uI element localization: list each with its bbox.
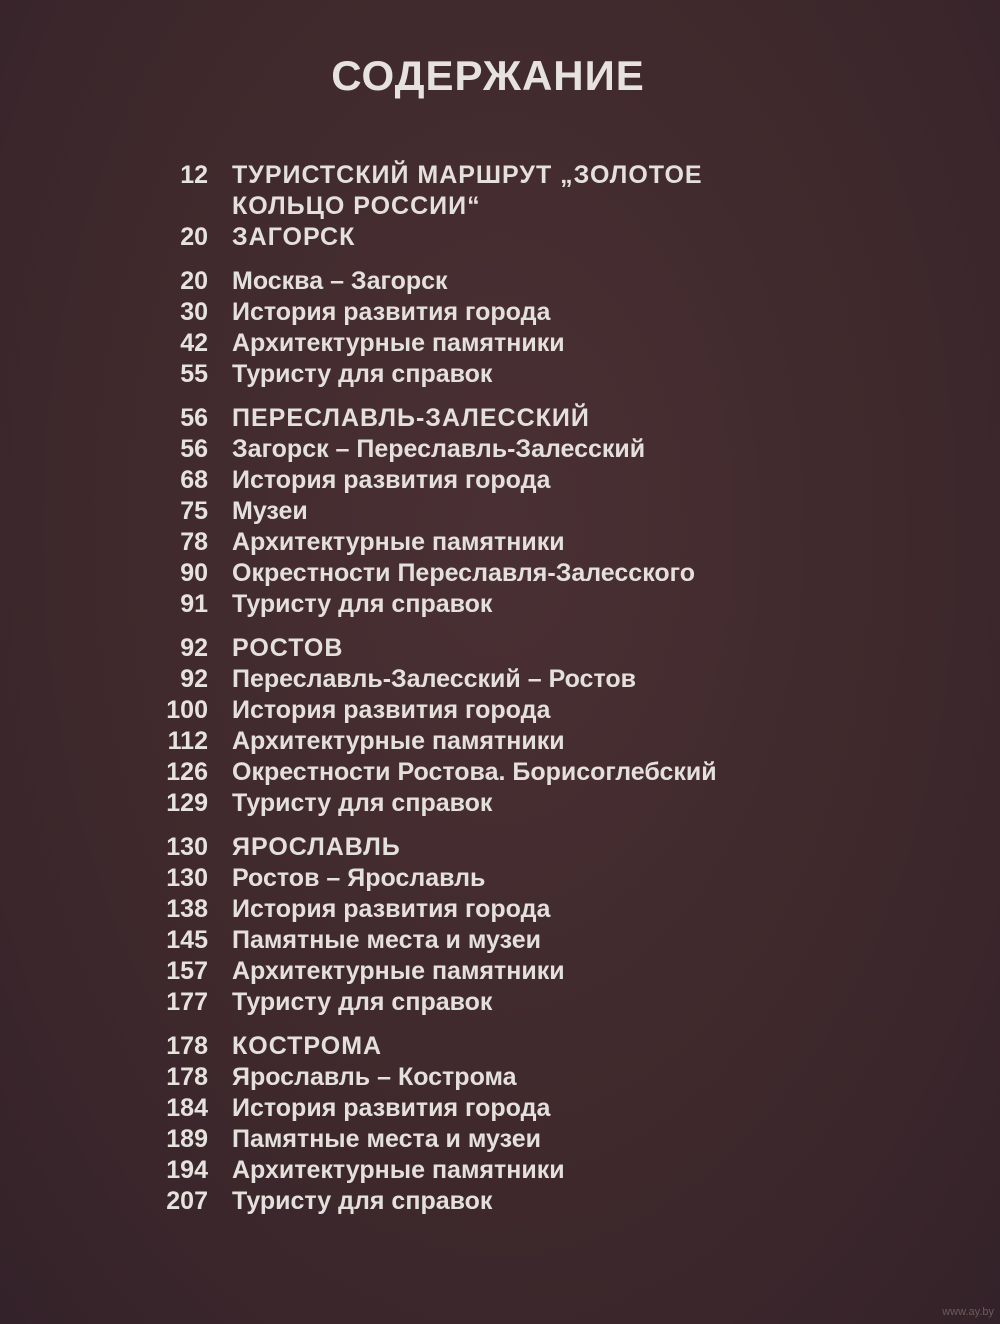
toc-page-number: 178: [166, 1063, 208, 1091]
toc-page-number: 56: [180, 435, 208, 463]
toc-page-number: 184: [166, 1094, 208, 1122]
toc-section: [150, 1031, 970, 1217]
toc-heading-label: ТУРИСТСКИЙ МАРШРУТ „ЗОЛОТОЕ КОЛЬЦО РОССИИ“: [232, 161, 703, 220]
toc-page-number: 178: [166, 1032, 208, 1060]
toc-entry-label: Туристу для справок: [232, 360, 493, 388]
toc-page-number: 55: [180, 360, 208, 388]
toc-section: [150, 633, 970, 819]
toc-page-number: 207: [166, 1187, 208, 1215]
toc-page-number: 56: [180, 404, 208, 432]
toc-heading-entry: [150, 832, 970, 863]
toc-heading-entry: [150, 160, 970, 222]
toc-page-number: 145: [166, 926, 208, 954]
toc-entry: [150, 434, 970, 465]
toc-entry: [150, 925, 970, 956]
toc-entry-label: История развития города: [232, 1094, 551, 1122]
toc-entry-label: Ярославль – Кострома: [232, 1063, 517, 1091]
toc-entry: [150, 359, 970, 390]
toc-page-number: 130: [166, 833, 208, 861]
toc-entry: [150, 788, 970, 819]
toc-entry-label: Окрестности Переславля-Залесского: [232, 559, 696, 587]
toc-page-number: 92: [180, 665, 208, 693]
table-of-contents: [150, 160, 970, 1230]
toc-entry-label: Туристу для справок: [232, 789, 493, 817]
toc-entry: [150, 1093, 970, 1124]
toc-page-number: 20: [180, 267, 208, 295]
toc-entry: [150, 297, 970, 328]
toc-heading-entry: [150, 403, 970, 434]
toc-entry: [150, 1186, 970, 1217]
toc-entry-label: Туристу для справок: [232, 1187, 493, 1215]
toc-entry: [150, 1062, 970, 1093]
toc-entry: [150, 1124, 970, 1155]
toc-entry: [150, 894, 970, 925]
toc-entry-label: Переславль-Залесский – Ростов: [232, 665, 637, 693]
toc-entry: [150, 695, 970, 726]
toc-heading-entry: [150, 1031, 970, 1062]
toc-page-number: 157: [166, 957, 208, 985]
toc-page-number: 68: [180, 466, 208, 494]
toc-section: [150, 403, 970, 620]
toc-entry-label: Архитектурные памятники: [232, 957, 565, 985]
toc-page-number: 138: [166, 895, 208, 923]
toc-page-number: 100: [166, 696, 208, 724]
toc-page-number: 90: [180, 559, 208, 587]
toc-heading-entry: [150, 633, 970, 664]
toc-entry-label: История развития города: [232, 696, 551, 724]
page-title: СОДЕРЖАНИЕ: [331, 52, 645, 99]
toc-entry: [150, 863, 970, 894]
toc-page-number: 78: [180, 528, 208, 556]
toc-entry-label: Архитектурные памятники: [232, 329, 565, 357]
toc-entry: [150, 1155, 970, 1186]
toc-entry-label: Памятные места и музеи: [232, 1125, 541, 1153]
toc-page-number: 30: [180, 298, 208, 326]
toc-entry-label: Окрестности Ростова. Борисоглебский: [232, 758, 717, 786]
toc-heading-label: ЗАГОРСК: [232, 223, 356, 251]
toc-heading-label: ЯРОСЛАВЛЬ: [232, 833, 401, 861]
toc-entry: [150, 589, 970, 620]
toc-page-number: 12: [180, 161, 208, 189]
toc-entry-label: Архитектурные памятники: [232, 727, 565, 755]
toc-page-number: 126: [166, 758, 208, 786]
toc-entry: [150, 558, 970, 589]
toc-heading-label: ПЕРЕСЛАВЛЬ-ЗАЛЕССКИЙ: [232, 404, 590, 432]
toc-entry: [150, 527, 970, 558]
toc-page-number: 194: [166, 1156, 208, 1184]
toc-entry: [150, 496, 970, 527]
toc-entry: [150, 328, 970, 359]
toc-section: [150, 832, 970, 1018]
toc-page-number: 129: [166, 789, 208, 817]
toc-entry: [150, 465, 970, 496]
toc-entry-label: История развития города: [232, 298, 551, 326]
toc-entry: [150, 726, 970, 757]
toc-entry-label: Москва – Загорск: [232, 267, 448, 295]
watermark: www.ay.by: [942, 1306, 994, 1318]
toc-page-number: 91: [180, 590, 208, 618]
toc-entry: [150, 664, 970, 695]
toc-page-number: 177: [166, 988, 208, 1016]
toc-entry-label: Музеи: [232, 497, 308, 525]
toc-section: [150, 160, 970, 253]
toc-entry-label: Ростов – Ярославль: [232, 864, 486, 892]
toc-entry-label: История развития города: [232, 895, 551, 923]
toc-heading-label: РОСТОВ: [232, 634, 344, 662]
toc-page-number: 112: [167, 727, 208, 755]
toc-entry: [150, 956, 970, 987]
toc-entry-label: Архитектурные памятники: [232, 1156, 565, 1184]
toc-section: [150, 266, 970, 390]
toc-entry-label: История развития города: [232, 466, 551, 494]
toc-entry-label: Архитектурные памятники: [232, 528, 565, 556]
toc-entry-label: Загорск – Переславль-Залесский: [232, 435, 646, 463]
toc-entry-label: Туристу для справок: [232, 590, 493, 618]
toc-page-number: 189: [166, 1125, 208, 1153]
toc-entry-label: Памятные места и музеи: [232, 926, 541, 954]
toc-entry: [150, 266, 970, 297]
toc-entry-label: Туристу для справок: [232, 988, 493, 1016]
toc-page-number: 130: [166, 864, 208, 892]
toc-entry: [150, 757, 970, 788]
toc-page-number: 42: [180, 329, 208, 357]
toc-entry: [150, 987, 970, 1018]
toc-page-number: 20: [180, 223, 208, 251]
toc-page-number: 75: [180, 497, 208, 525]
toc-page-number: 92: [180, 634, 208, 662]
toc-heading-entry: [150, 222, 970, 253]
toc-heading-label: КОСТРОМА: [232, 1032, 383, 1060]
